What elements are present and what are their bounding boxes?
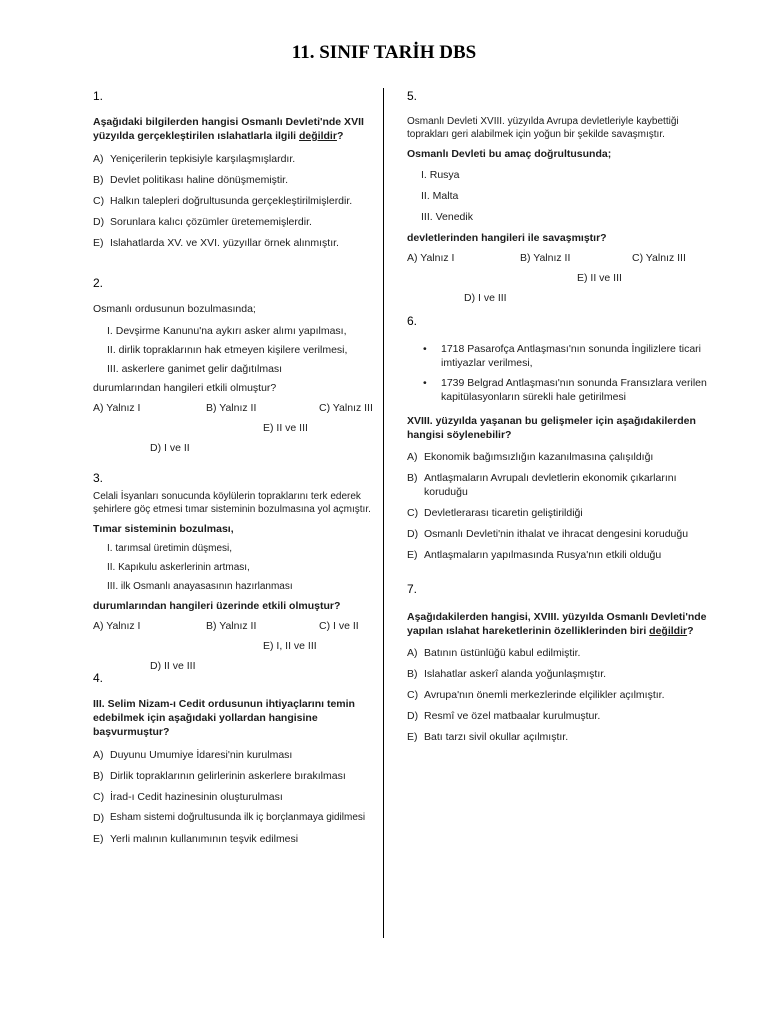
roman-item-3: III. askerlere ganimet gelir dağıtılması [107, 363, 283, 375]
underlined-word: değildir [649, 625, 688, 637]
question-1 [93, 89, 378, 257]
option-c[interactable]: C) I ve II [319, 620, 359, 632]
roman-item-1: I. Rusya [421, 169, 460, 181]
option-c[interactable]: C) Halkın talepleri doğrultusunda gerçekleştirilmişlerdir. [93, 195, 353, 207]
question-5 [407, 89, 707, 305]
underlined-word: değildir [299, 130, 337, 142]
option-c[interactable]: C) Avrupa'nın önemli merkezlerinde elçilikler açılmıştır. [407, 689, 665, 701]
option-a[interactable]: A) Batının üstünlüğü kabul edilmiştir. [407, 647, 581, 659]
question-number: 5. [407, 89, 418, 103]
question-intro: Osmanlı Devleti XVIII. yüzyılda Avrupa devletleriyle kaybettiği toprakları geri alabilmek için yoğun bir şekilde savaşmıştır. [407, 116, 679, 140]
bullet-item-2: • 1739 Belgrad Antlaşması'nın sonunda Fransızlara verilen kapitülasyonların sürekli hale getirilmesi [423, 377, 707, 403]
option-b[interactable]: B) Antlaşmaların Avrupalı devletlerin ekonomik çıkarlarını koruduğu [407, 472, 677, 498]
option-d[interactable]: D) I ve II [150, 442, 190, 454]
option-b[interactable]: B) Devlet politikası haline dönüşmemiştir. [93, 174, 288, 186]
question-4 [93, 671, 378, 853]
option-d[interactable]: D) Osmanlı Devleti'nin ithalat ve ihracat dengesini koruduğu [407, 528, 689, 540]
option-d[interactable]: D) Esham sistemi doğrultusunda ilk iç borçlanmaya gidilmesi [93, 812, 366, 824]
question-number: 4. [93, 671, 104, 685]
option-c[interactable]: C) Yalnız III [319, 402, 373, 414]
page-title: 11. SINIF TARİH DBS [291, 42, 477, 63]
question-intro: Celali İsyanları sonucunda köylülerin topraklarını terk ederek şehirlere göç etmesi tımar sisteminin bozulmasına yol açmıştır. [93, 491, 371, 515]
column-divider [383, 88, 384, 938]
roman-item-2: II. Malta [421, 190, 459, 202]
option-a[interactable]: A) Yalnız I [93, 402, 141, 414]
option-e[interactable]: E) Yerli malının kullanımının teşvik edilmesi [93, 833, 299, 845]
option-e[interactable]: E) Antlaşmaların yapılmasında Rusya'nın etkili olduğu [407, 549, 662, 561]
option-c[interactable]: C) Yalnız III [632, 252, 686, 264]
question-stem: III. Selim Nizam-ı Cedit ordusunun ihtiyaçlarını temin edebilmek için aşağıdaki yollardan hangisine başvurmuştur? [93, 698, 355, 738]
bullet-item-1: • 1718 Pasarofça Antlaşması'nın sonunda İngilizlere ticari imtiyazlar verilmesi, [423, 343, 701, 369]
roman-item-1: I. Devşirme Kanunu'na aykırı asker alımı yapılması, [107, 325, 347, 337]
roman-item-1: I. tarımsal üretimin düşmesi, [107, 543, 233, 554]
option-b[interactable]: B) Islahatlar askerî alanda yoğunlaşmıştır. [407, 668, 607, 680]
question-stem: XVIII. yüzyılda yaşanan bu gelişmeler için aşağıdakilerden hangisi söylenebilir? [407, 415, 696, 441]
option-c[interactable]: C) İrad-ı Cedit hazinesinin oluşturulması [93, 791, 283, 803]
option-b[interactable]: B) Yalnız II [206, 620, 257, 632]
question-3 [93, 471, 378, 673]
question-stem: Osmanlı ordusunun bozulmasında; [93, 303, 256, 315]
question-number: 1. [93, 89, 104, 103]
question-stem: Aşağıdaki bilgilerden hangisi Osmanlı Devleti'nde XVII yüzyılda gerçekleştirilen ıslahatlarla ilgili değildir? [93, 116, 364, 142]
options-grid [93, 401, 378, 455]
option-d[interactable]: D) Resmî ve özel matbaalar kurulmuştur. [407, 710, 601, 722]
question-prompt: devletlerinden hangileri ile savaşmıştır? [407, 232, 607, 244]
options-grid [93, 619, 378, 673]
question-number: 2. [93, 276, 104, 290]
option-a[interactable]: A) Yalnız I [407, 252, 455, 264]
option-b[interactable]: B) Dirlik topraklarının gelirlerinin askerlere bırakılması [93, 770, 346, 782]
option-e[interactable]: E) Batı tarzı sivil okullar açılmıştır. [407, 731, 569, 743]
question-number: 3. [93, 471, 104, 485]
option-e[interactable]: E) Islahatlarda XV. ve XVI. yüzyıllar örnek alınmıştır. [93, 237, 339, 249]
question-7 [407, 582, 717, 751]
option-b[interactable]: B) Yalnız II [206, 402, 257, 414]
question-stem: Osmanlı Devleti bu amaç doğrultusunda; [407, 148, 612, 160]
option-a[interactable]: A) Yeniçerilerin tepkisiyle karşılaşmışlardır. [93, 153, 296, 165]
question-2 [93, 276, 378, 455]
option-d[interactable]: D) Sorunlara kalıcı çözümler üretememişlerdir. [93, 216, 312, 228]
roman-item-3: III. ilk Osmanlı anayasasının hazırlanması [107, 581, 293, 592]
options-grid [407, 251, 707, 305]
question-stem: Aşağıdakilerden hangisi, XVIII. yüzyılda Osmanlı Devleti'nde yapılan ıslahat hareketlerinin özelliklerinden biri değildir? [407, 611, 707, 637]
question-6 [407, 314, 717, 569]
option-e[interactable]: E) II ve III [263, 422, 308, 434]
question-number: 7. [407, 582, 418, 596]
question-prompt: durumlarından hangileri üzerinde etkili olmuştur? [93, 600, 341, 612]
question-number: 6. [407, 314, 418, 328]
bullet-icon: • [423, 377, 427, 389]
option-a[interactable]: A) Duyunu Umumiye İdaresi'nin kurulması [93, 749, 293, 761]
question-prompt: durumlarından hangileri etkili olmuştur? [93, 382, 277, 394]
option-d[interactable]: D) II ve III [150, 660, 196, 672]
option-d[interactable]: D) I ve III [464, 292, 507, 304]
bullet-icon: • [423, 343, 427, 355]
option-c[interactable]: C) Devletlerarası ticaretin geliştirildiği [407, 507, 583, 519]
question-stem: Tımar sisteminin bozulması, [93, 523, 234, 535]
option-b[interactable]: B) Yalnız II [520, 252, 571, 264]
option-a[interactable]: A) Ekonomik bağımsızlığın kazanılmasına çalışıldığı [407, 451, 654, 463]
option-e[interactable]: E) I, II ve III [263, 640, 317, 652]
option-a[interactable]: A) Yalnız I [93, 620, 141, 632]
roman-item-3: III. Venedik [421, 211, 473, 223]
roman-item-2: II. dirlik topraklarının hak etmeyen kişilere verilmesi, [107, 344, 348, 356]
option-e[interactable]: E) II ve III [577, 272, 622, 284]
roman-item-2: II. Kapıkulu askerlerinin artması, [107, 562, 250, 573]
